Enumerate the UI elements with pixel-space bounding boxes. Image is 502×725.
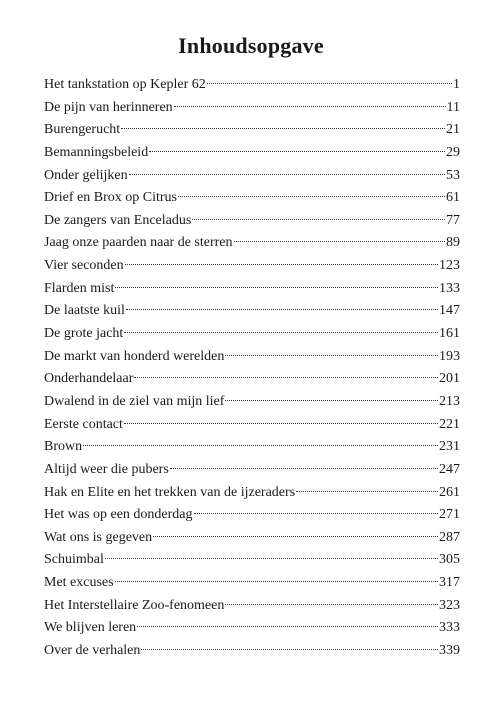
toc-entry-title: De markt van honderd werelden xyxy=(44,348,225,364)
toc-entry-page-number: 305 xyxy=(439,552,460,568)
toc-entry xyxy=(44,391,460,414)
toc-entry xyxy=(44,640,460,663)
toc-entry xyxy=(44,459,460,482)
toc-entry-title: Altijd weer die pubers xyxy=(44,461,169,477)
dot-leader xyxy=(225,355,438,356)
page-title: Inhoudsopgave xyxy=(178,33,324,58)
toc-entry-page-number: 323 xyxy=(439,597,460,613)
toc-entry-title: Het was op een donderdag xyxy=(44,507,193,523)
toc-entry-page-number: 201 xyxy=(439,371,460,387)
dot-leader xyxy=(178,196,445,197)
dot-leader xyxy=(83,445,438,446)
dot-leader xyxy=(296,491,438,492)
toc-entry xyxy=(44,278,460,301)
dot-leader xyxy=(153,536,438,537)
toc-entry-page-number: 1 xyxy=(453,77,460,92)
dot-leader xyxy=(170,468,438,469)
dot-leader xyxy=(141,649,438,650)
toc-entry xyxy=(44,187,460,210)
dot-leader xyxy=(115,581,438,582)
toc-entry xyxy=(44,232,460,255)
toc-entry-page-number: 231 xyxy=(439,439,460,455)
toc-entry-title: Het tankstation op Kepler 62 xyxy=(44,77,206,92)
dot-leader xyxy=(129,174,445,175)
toc-entry xyxy=(44,549,460,572)
toc-entry-title: De laatste kuil xyxy=(44,303,125,319)
toc-entry xyxy=(44,119,460,142)
dot-leader xyxy=(207,83,452,84)
toc-entry-page-number: 77 xyxy=(446,212,460,228)
toc-entry-page-number: 261 xyxy=(439,484,460,500)
toc-entry xyxy=(44,323,460,346)
dot-leader xyxy=(115,287,438,288)
dot-leader xyxy=(194,513,438,514)
toc-entry-page-number: 213 xyxy=(439,393,460,409)
toc-entry xyxy=(44,617,460,640)
toc-entry-page-number: 271 xyxy=(439,507,460,523)
dot-leader xyxy=(125,264,438,265)
toc-entry-title: Over de verhalen xyxy=(44,643,141,659)
dot-leader xyxy=(121,128,445,129)
toc-entry-title: Wat ons is gegeven xyxy=(44,529,153,545)
toc-entry-title: Brown xyxy=(44,439,83,455)
toc-entry-page-number: 11 xyxy=(446,99,460,115)
toc-entry-page-number: 193 xyxy=(439,348,460,364)
toc-entry-page-number: 147 xyxy=(439,303,460,319)
toc-entry-page-number: 287 xyxy=(439,529,460,545)
toc-entry xyxy=(44,572,460,595)
toc-entry-page-number: 89 xyxy=(446,235,460,251)
toc-entry-page-number: 123 xyxy=(439,258,460,274)
toc-entry xyxy=(44,527,460,550)
toc-entry-title: Hak en Elite en het trekken van de ijzeraders xyxy=(44,484,296,500)
toc-entry-title: Drief en Brox op Citrus xyxy=(44,190,177,206)
toc-entry-title: De grote jacht xyxy=(44,326,124,342)
toc-entry xyxy=(44,595,460,618)
toc-entry-title: Het Interstellaire Zoo-fenomeen xyxy=(44,597,225,613)
dot-leader xyxy=(124,332,438,333)
dot-leader xyxy=(149,151,445,152)
toc-entry xyxy=(44,300,460,323)
dot-leader xyxy=(225,604,438,605)
dot-leader xyxy=(134,377,438,378)
toc-entry xyxy=(44,436,460,459)
toc-entry xyxy=(44,482,460,505)
toc-entry-title: We blijven leren xyxy=(44,620,137,636)
toc-entry-title: Vier seconden xyxy=(44,258,124,274)
toc-entry-page-number: 221 xyxy=(439,416,460,432)
toc-entry xyxy=(44,142,460,165)
toc-entry xyxy=(44,165,460,188)
toc-entry-page-number: 29 xyxy=(446,144,460,160)
toc-entry-page-number: 339 xyxy=(439,643,460,659)
toc-entry-page-number: 61 xyxy=(446,190,460,206)
dot-leader xyxy=(234,241,445,242)
toc-entry xyxy=(44,74,460,97)
dot-leader xyxy=(105,558,438,559)
toc-entry xyxy=(44,414,460,437)
toc-entry-title: Schuimbal xyxy=(44,552,104,568)
toc-entry-title: Onder gelijken xyxy=(44,167,128,183)
toc-entry xyxy=(44,255,460,278)
toc-entry-page-number: 133 xyxy=(439,280,460,296)
toc-entry-title: Flarden mist xyxy=(44,280,115,296)
toc-entry xyxy=(44,368,460,391)
toc-entry-page-number: 53 xyxy=(446,167,460,183)
dot-leader xyxy=(225,400,438,401)
toc-entry-title: Jaag onze paarden naar de sterren xyxy=(44,235,233,251)
toc-entry xyxy=(44,504,460,527)
toc-entry xyxy=(44,346,460,369)
toc-entry-page-number: 161 xyxy=(439,326,460,342)
toc-entry-title: De pijn van herinneren xyxy=(44,99,173,115)
toc-entry xyxy=(44,97,460,120)
table-of-contents xyxy=(44,74,460,663)
toc-entry-title: Eerste contact xyxy=(44,416,123,432)
toc-entry xyxy=(44,210,460,233)
dot-leader xyxy=(174,106,446,107)
dot-leader xyxy=(137,626,438,627)
toc-entry-page-number: 247 xyxy=(439,461,460,477)
toc-entry-page-number: 21 xyxy=(446,122,460,138)
dot-leader xyxy=(126,309,438,310)
toc-entry-page-number: 317 xyxy=(439,575,460,591)
dot-leader xyxy=(192,219,445,220)
toc-entry-title: Bemanningsbeleid xyxy=(44,144,149,160)
toc-entry-title: Onderhandelaar xyxy=(44,371,134,387)
toc-entry-page-number: 333 xyxy=(439,620,460,636)
dot-leader xyxy=(124,423,438,424)
toc-entry-title: Burengerucht xyxy=(44,122,121,138)
toc-entry-title: Met excuses xyxy=(44,575,114,591)
toc-entry-title: Dwalend in de ziel van mijn lief xyxy=(44,393,225,409)
toc-entry-title: De zangers van Enceladus xyxy=(44,212,192,228)
